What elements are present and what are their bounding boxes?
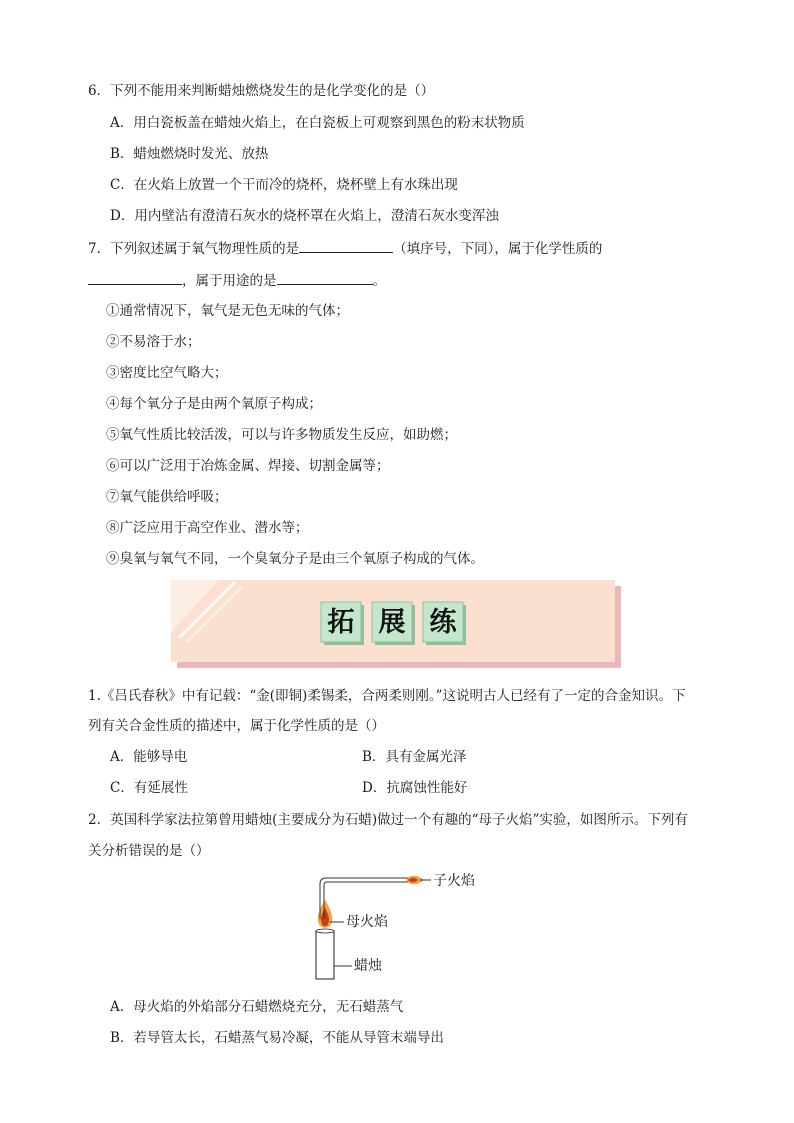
question-7-line-2 (88, 270, 386, 290)
q7-item-9: ⑨臭氧与氧气不同，一个臭氧分子是由三个氧原子构成的气体。 (106, 551, 484, 567)
q6-option-d: D．用内壁沾有澄清石灰水的烧杯罩在火焰上，澄清石灰水变浑浊 (110, 208, 499, 224)
ext1-option-c: C．有延展性 (110, 780, 188, 796)
banner-tile-3 (423, 602, 466, 645)
q6-option-c: C．在火焰上放置一个干而冷的烧杯，烧杯壁上有水珠出现 (110, 177, 458, 193)
q7-item-5: ⑤氧气性质比较活泼，可以与许多物质发生反应，如助燃； (106, 427, 457, 443)
ext-question-1-line-2: 列有关合金性质的描述中，属于化学性质的是（） (88, 718, 385, 734)
q7-text-3: ，属于用途的是 (182, 273, 277, 289)
ext-question-1-line-1: 1.《吕氏春秋》中有记载：“金(即铜)柔锡柔，合两柔则刚。”这说明古人已经有了一定的合金知识。下 (88, 688, 686, 704)
answer-blank-physical[interactable] (299, 238, 393, 253)
ext2-option-b: B．若导管太长，石蜡蒸气易冷凝，不能从导管末端导出 (110, 1030, 444, 1046)
q7-text-4: 。 (372, 273, 386, 289)
label-candle: 蜡烛 (354, 958, 382, 974)
label-mother-flame: 母火焰 (346, 914, 388, 930)
q7-item-6: ⑥可以广泛用于冶炼金属、焊接、切割金属等； (106, 458, 390, 474)
ext1-option-b: B．具有金属光泽 (362, 749, 467, 765)
q7-text-2: （填序号，下同），属于化学性质的 (393, 241, 603, 257)
section-banner-extension-practice (171, 580, 621, 668)
question-7-line-1 (88, 238, 602, 258)
mother-child-flame-figure (300, 868, 500, 983)
candle-body (316, 931, 334, 979)
label-child-flame: 子火焰 (433, 873, 475, 889)
banner-char-3: 练 (429, 607, 457, 638)
q7-text-1: 7．下列叙述属于氧气物理性质的是 (88, 241, 300, 257)
q7-item-7: ⑦氧气能供给呼吸； (106, 489, 228, 505)
ext-question-2-line-2: 关分析错误的是（） (88, 843, 210, 859)
glass-tube-outer (320, 878, 410, 919)
question-6-stem: 6．下列不能用来判断蜡烛燃烧发生的是化学变化的是（） (88, 83, 435, 99)
candle-top (316, 929, 334, 933)
banner-char-2: 展 (378, 607, 406, 638)
ext1-option-d: D．抗腐蚀性能好 (362, 780, 468, 796)
q7-item-1: ①通常情况下，氧气是无色无味的气体； (106, 303, 349, 319)
q6-option-a: A．用白瓷板盖在蜡烛火焰上，在白瓷板上可观察到黑色的粉末状物质 (110, 115, 525, 131)
q6-option-b: B．蜡烛燃烧时发光、放热 (110, 146, 269, 162)
banner-tile-1 (321, 602, 364, 645)
ext2-option-a: A．母火焰的外焰部分石蜡燃烧充分，无石蜡蒸气 (110, 999, 404, 1015)
answer-blank-chemical[interactable] (88, 270, 182, 285)
q7-item-8: ⑧广泛应用于高空作业、潜水等； (106, 520, 309, 536)
q7-item-4: ④每个氧分子是由两个氧原子构成； (106, 396, 322, 412)
q7-item-2: ②不易溶于水； (106, 334, 201, 350)
banner-tile-2 (372, 602, 415, 645)
q7-item-3: ③密度比空气略大； (106, 365, 228, 381)
ext-question-2-line-1: 2．英国科学家法拉第曾用蜡烛(主要成分为石蜡)做过一个有趣的“母子火焰”实验，如图所示。下列有 (88, 812, 688, 828)
ext1-option-a: A．能够导电 (110, 749, 188, 765)
answer-blank-use[interactable] (277, 270, 373, 285)
banner-char-1: 拓 (327, 607, 355, 638)
